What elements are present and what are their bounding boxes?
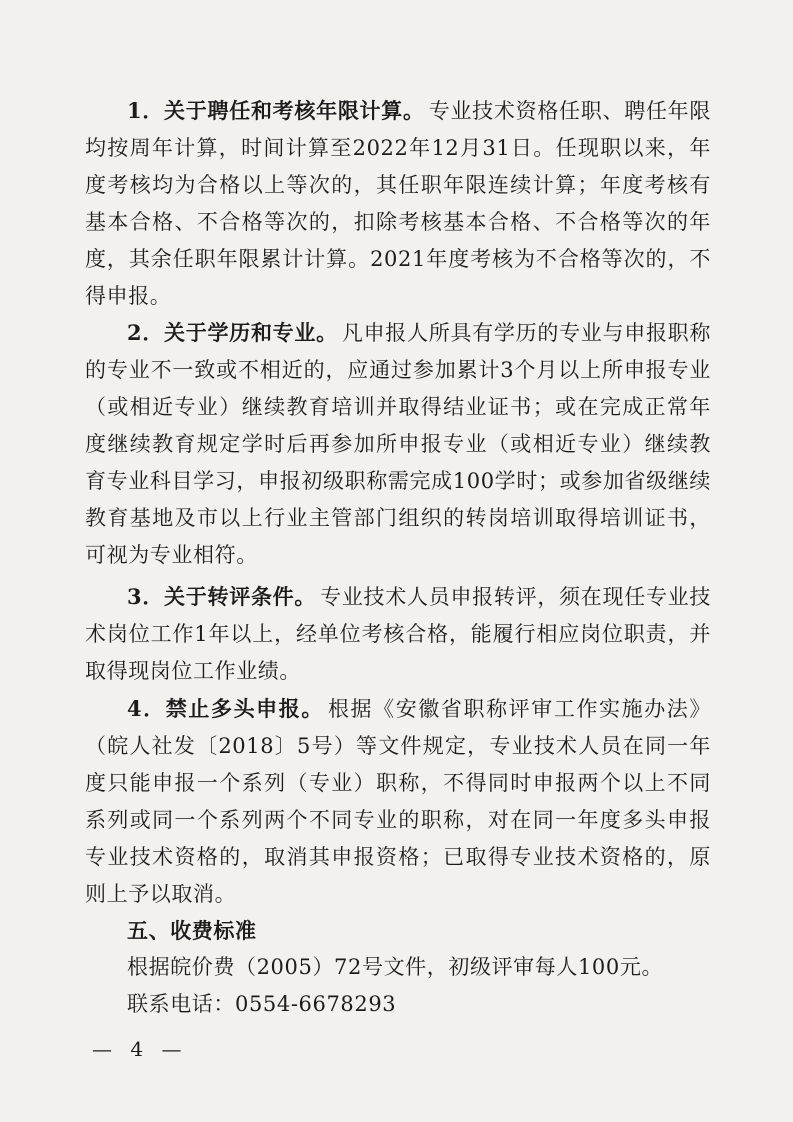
paragraph-2 [85, 314, 711, 574]
paragraph-4-text: 根据《安徽省职称评审工作实施办法》（皖人社发〔2018〕5号）等文件规定，专业技术人员在同一年度只能申报一个系列（专业）职称，不得同时申报两个以上不同系列或同一个系列两个不同专业的职称，对在同一年度多头申报专业技术资格的，取消其申报资格；已取得专业技术资格的，原则上予以取消。 [85, 697, 711, 906]
paragraph-1-text: 专业技术资格任职、聘任年限均按周年计算，时间计算至2022年12月31日。任现职以来，年度考核均为合格以上等次的，其任职年限连续计算；年度考核有基本合格、不合格等次的，扣除考核基本合格、不合格等次的年度，其余任职年限累计计算。2021年度考核为不合格等次的，不得申报。 [85, 99, 711, 308]
paragraph-4-lead: 4．禁止多头申报。 [127, 696, 324, 721]
page-number: — 4 — [92, 1037, 188, 1061]
section-heading: 五、收费标准 [127, 918, 257, 943]
phone-text: 联系电话：0554-6678293 [127, 992, 397, 1016]
paragraph-1-lead: 1．关于聘任和考核年限计算。 [127, 98, 425, 123]
paragraph-3-lead: 3．关于转评条件。 [127, 584, 317, 609]
fee-text: 根据皖价费（2005）72号文件，初级评审每人100元。 [127, 955, 664, 979]
paragraph-2-text: 凡申报人所具有学历的专业与申报职称的专业不一致或不相近的，应通过参加累计3个月以上所申报专业（或相近专业）继续教育培训并取得结业证书；或在完成正常年度继续教育规定学时后再参加所申报专业（或相近专业）继续教育专业科目学习，申报初级职称需完成100学时；或参加省级继续教育基地及市以上行业主管部门组织的转岗培训取得培训证书，可视为专业相符。 [85, 321, 711, 567]
paragraph-1 [85, 92, 711, 315]
paragraph-3-text: 专业技术人员申报转评，须在现任专业技术岗位工作1年以上，经单位考核合格，能履行相应岗位职责，并取得现岗位工作业绩。 [85, 585, 711, 683]
paragraph-3 [85, 578, 711, 690]
paragraph-2-lead: 2．关于学历和专业。 [127, 320, 338, 345]
paragraph-4 [85, 690, 711, 913]
